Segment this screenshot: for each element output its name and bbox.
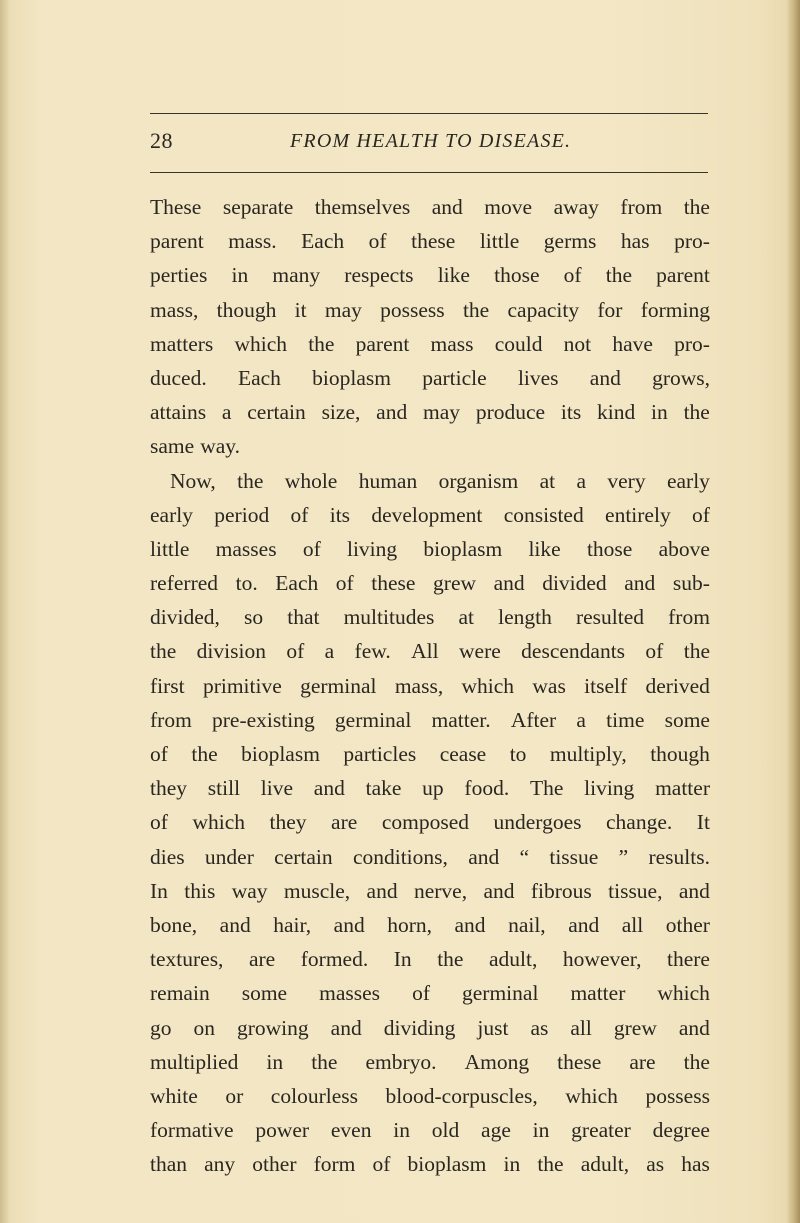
word: length: [498, 605, 552, 630]
word: living: [584, 776, 635, 801]
word: way: [231, 878, 268, 903]
word: not: [563, 331, 592, 356]
word: old: [431, 1118, 460, 1143]
word: from: [668, 605, 710, 630]
word: matter: [570, 981, 626, 1006]
word: and: [468, 844, 500, 869]
header-rule-top: [150, 113, 708, 114]
word: multiplied: [150, 1049, 239, 1074]
word: textures,: [150, 947, 224, 972]
word: divided: [542, 571, 607, 596]
word: some: [241, 981, 288, 1006]
text-line: [150, 1045, 710, 1079]
word: all: [621, 912, 644, 937]
word: entirely: [605, 502, 671, 527]
word: early: [666, 468, 710, 493]
word: are: [248, 947, 276, 972]
word: the: [437, 947, 464, 972]
word: that: [287, 605, 320, 630]
word: kind: [597, 400, 636, 425]
text-line: [150, 600, 710, 634]
word: of: [412, 981, 430, 1006]
word: masses: [319, 981, 381, 1006]
word: in: [266, 1049, 284, 1074]
word: form: [313, 1152, 356, 1177]
word: germinal: [334, 707, 412, 732]
word: blood-corpuscles,: [385, 1083, 538, 1108]
word: conditions,: [352, 844, 448, 869]
word: masses: [215, 536, 277, 561]
word: and: [568, 912, 600, 937]
word: which: [234, 331, 288, 356]
word: for: [597, 297, 623, 322]
word: change.: [606, 810, 673, 835]
text-line: [150, 634, 710, 668]
word: of: [563, 263, 582, 288]
word: of: [302, 536, 321, 561]
word: which: [565, 1083, 618, 1108]
word: matter.: [431, 707, 491, 732]
word: sub-: [672, 571, 710, 596]
word: of: [290, 502, 309, 527]
word: bioplasm: [312, 365, 391, 390]
word: the: [311, 1049, 338, 1074]
word: bioplasm: [241, 742, 320, 766]
word: nerve,: [413, 878, 468, 903]
word: early: [150, 502, 193, 527]
text-line: [150, 1113, 710, 1147]
header-rule-bottom: [150, 172, 708, 173]
word: whole: [284, 468, 338, 493]
word: those: [494, 263, 540, 288]
text-line: [150, 327, 710, 361]
word: little: [150, 536, 190, 561]
text-line: [150, 566, 710, 600]
word: many: [272, 263, 321, 288]
word: Each: [301, 229, 345, 254]
word: to: [509, 742, 527, 766]
word: have: [612, 331, 653, 356]
word: germinal: [462, 981, 539, 1006]
word: of: [150, 810, 168, 835]
word: first: [150, 673, 185, 698]
word: has: [620, 229, 650, 254]
word: parent: [656, 263, 710, 288]
word: and: [454, 912, 486, 937]
word: dividing: [383, 1015, 456, 1040]
word: All: [411, 639, 439, 664]
word: move: [484, 195, 533, 219]
word: results.: [648, 844, 710, 869]
word: mass.: [228, 229, 277, 254]
word: descendants: [521, 639, 626, 664]
word: the: [683, 1049, 710, 1074]
text-line: [150, 1079, 710, 1113]
text-line: [150, 293, 710, 327]
word: bone,: [150, 912, 198, 937]
word: adult,: [580, 1152, 630, 1177]
word: a: [324, 639, 335, 664]
word: than: [150, 1152, 188, 1177]
word: formed.: [300, 947, 369, 972]
text-line: [150, 190, 710, 224]
text-line: [150, 464, 710, 498]
word: few.: [354, 639, 391, 664]
word: Each: [237, 365, 281, 390]
word: on: [193, 1015, 215, 1040]
text-line: [150, 498, 710, 532]
word: In: [150, 878, 168, 903]
word: Among: [464, 1049, 530, 1074]
word: certain: [247, 400, 306, 425]
word: pro-: [674, 229, 710, 254]
word: colourless: [270, 1083, 358, 1108]
word: consisted: [503, 502, 584, 527]
word: or: [225, 1083, 244, 1108]
word: remain: [150, 981, 210, 1006]
word: human: [358, 468, 418, 493]
word: a: [576, 468, 587, 493]
word: however,: [562, 947, 642, 972]
word: germinal: [300, 673, 377, 698]
word: separate: [222, 195, 294, 219]
word: were: [459, 639, 501, 664]
word: in: [532, 1118, 550, 1143]
word: formative: [150, 1118, 234, 1143]
word: and: [366, 878, 398, 903]
word: possess: [645, 1083, 710, 1108]
word: lives: [517, 365, 559, 390]
word: greater: [571, 1118, 631, 1143]
word: to.: [235, 571, 258, 596]
word: this: [184, 878, 216, 903]
word: any: [204, 1152, 236, 1177]
word: just: [477, 1015, 509, 1040]
word: and: [431, 195, 463, 219]
text-line: [150, 258, 710, 292]
word: and: [589, 365, 621, 390]
word: mass: [430, 331, 474, 356]
word: mass,: [394, 673, 444, 698]
word: time: [606, 707, 645, 732]
word: pre-existing: [212, 707, 315, 732]
text-line: [150, 532, 710, 566]
word: grows,: [652, 365, 710, 390]
word: those: [586, 536, 633, 561]
word: of: [286, 639, 305, 664]
text-line: [150, 942, 710, 976]
word: parent: [150, 229, 204, 254]
word: living: [346, 536, 398, 561]
word: they: [269, 810, 307, 835]
text-line: [150, 771, 710, 805]
word: matter: [655, 776, 710, 801]
word: ”: [618, 844, 629, 869]
running-head: [150, 128, 708, 158]
word: the: [683, 639, 710, 664]
word: In: [393, 947, 412, 972]
word: in: [231, 263, 249, 288]
word: Now,: [170, 468, 216, 493]
word: are: [629, 1049, 656, 1074]
word: pro-: [674, 331, 710, 356]
word: It: [696, 810, 710, 835]
word: and: [313, 776, 345, 801]
word: multitudes: [343, 605, 435, 630]
word: there: [667, 947, 710, 972]
word: itself: [584, 673, 628, 698]
word: attains: [150, 400, 207, 425]
word: multiply,: [549, 742, 627, 766]
word: from: [150, 707, 192, 732]
text-line: [150, 840, 710, 874]
word: bioplasm: [423, 536, 503, 561]
word: forming: [640, 297, 710, 322]
word: cease: [439, 742, 487, 766]
text-line: [150, 395, 710, 429]
word: could: [494, 331, 543, 356]
word: power: [255, 1118, 310, 1143]
text-line: [150, 805, 710, 839]
word: the: [683, 400, 710, 425]
word: live: [260, 776, 294, 801]
word: referred: [150, 571, 219, 596]
word: its: [560, 400, 582, 425]
word: of: [368, 229, 387, 254]
word: bioplasm: [407, 1152, 487, 1177]
word: the: [605, 263, 633, 288]
word: division: [196, 639, 266, 664]
word: a: [221, 400, 232, 425]
word: germs: [543, 229, 597, 254]
word: food.: [464, 776, 510, 801]
page-number: 28: [150, 128, 173, 153]
page-right-edge: [786, 0, 800, 1223]
word: same: [150, 434, 195, 459]
body-text: [150, 190, 710, 1181]
word: development: [371, 502, 483, 527]
text-line: [150, 224, 710, 258]
word: perties: [150, 263, 208, 288]
word: though: [216, 297, 277, 322]
word: the: [237, 468, 264, 493]
word: possess: [380, 297, 445, 322]
word: some: [664, 707, 710, 732]
word: and: [330, 1015, 362, 1040]
word: other: [252, 1152, 297, 1177]
text-line: [150, 737, 710, 771]
word: way.: [200, 434, 240, 459]
word: and: [376, 400, 408, 425]
page-left-edge: [0, 0, 10, 1223]
word: which: [657, 981, 710, 1006]
word: at: [458, 605, 474, 630]
word: these: [557, 1049, 602, 1074]
text-line: [150, 429, 710, 463]
word: like: [437, 263, 470, 288]
word: and: [678, 878, 710, 903]
word: its: [329, 502, 351, 527]
word: tissue: [549, 844, 599, 869]
word: Each: [275, 571, 319, 596]
word: grew: [433, 571, 477, 596]
text-line: [150, 669, 710, 703]
word: parent: [355, 331, 410, 356]
word: of: [335, 571, 354, 596]
word: the: [537, 1152, 564, 1177]
word: the: [191, 742, 218, 766]
word: in: [393, 1118, 410, 1143]
word: themselves: [314, 195, 411, 219]
word: the: [308, 331, 335, 356]
word: the: [462, 297, 490, 322]
word: duced.: [150, 365, 207, 390]
word: was: [532, 673, 566, 698]
word: of: [645, 639, 664, 664]
word: particle: [422, 365, 487, 390]
word: dies: [150, 844, 185, 869]
word: period: [214, 502, 270, 527]
word: respects: [344, 263, 414, 288]
word: After: [510, 707, 557, 732]
word: take: [365, 776, 402, 801]
word: these: [411, 229, 456, 254]
word: as: [530, 1015, 549, 1040]
word: The: [529, 776, 564, 801]
word: the: [150, 639, 177, 664]
word: has: [681, 1152, 710, 1177]
word: the: [683, 195, 710, 219]
text-line: [150, 908, 710, 942]
word: growing: [237, 1015, 309, 1040]
word: in: [503, 1152, 521, 1177]
word: and: [483, 878, 515, 903]
word: go: [150, 1015, 172, 1040]
word: still: [207, 776, 241, 801]
word: which: [192, 810, 245, 835]
word: primitive: [202, 673, 282, 698]
word: age: [481, 1118, 511, 1143]
word: size,: [321, 400, 361, 425]
word: a: [576, 707, 586, 732]
word: above: [658, 536, 710, 561]
word: as: [646, 1152, 665, 1177]
word: and: [678, 1015, 710, 1040]
word: undergoes: [493, 810, 582, 835]
word: of: [692, 502, 710, 527]
word: and: [624, 571, 656, 596]
word: little: [479, 229, 520, 254]
word: derived: [645, 673, 710, 698]
word: they: [150, 776, 188, 801]
running-title: FROM HEALTH TO DISEASE.: [290, 130, 572, 152]
word: degree: [652, 1118, 710, 1143]
text-line: [150, 1011, 710, 1045]
word: particles: [343, 742, 417, 766]
text-line: [150, 361, 710, 395]
word: horn,: [387, 912, 433, 937]
word: so: [243, 605, 264, 630]
word: tissue,: [608, 878, 663, 903]
word: resulted: [575, 605, 645, 630]
word: nail,: [508, 912, 546, 937]
word: other: [665, 912, 710, 937]
word: it: [294, 297, 307, 322]
word: very: [607, 468, 646, 493]
text-line: [150, 976, 710, 1010]
word: capacity: [507, 297, 580, 322]
word: “: [519, 844, 530, 869]
word: which: [461, 673, 515, 698]
word: though: [650, 742, 710, 766]
word: up: [422, 776, 444, 801]
word: like: [528, 536, 561, 561]
word: embryo.: [365, 1049, 437, 1074]
word: these: [371, 571, 416, 596]
word: These: [150, 195, 202, 219]
word: matters: [150, 331, 214, 356]
word: certain: [274, 844, 333, 869]
word: divided,: [150, 605, 220, 630]
word: of: [150, 742, 168, 766]
text-line: [150, 1147, 710, 1181]
word: and: [333, 912, 365, 937]
word: from: [620, 195, 663, 219]
word: under: [204, 844, 254, 869]
word: may: [423, 400, 461, 425]
word: muscle,: [283, 878, 351, 903]
word: produce: [475, 400, 546, 425]
word: and: [493, 571, 525, 596]
word: grew: [613, 1015, 657, 1040]
word: fibrous: [530, 878, 592, 903]
word: white: [150, 1083, 198, 1108]
word: of: [372, 1152, 391, 1177]
word: may: [324, 297, 362, 322]
text-line: [150, 703, 710, 737]
word: at: [539, 468, 556, 493]
word: mass,: [150, 297, 199, 322]
word: in: [651, 400, 668, 425]
word: are: [331, 810, 358, 835]
word: and: [219, 912, 251, 937]
word: composed: [381, 810, 469, 835]
word: organism: [438, 468, 519, 493]
word: even: [330, 1118, 372, 1143]
word: hair,: [273, 912, 312, 937]
word: adult,: [489, 947, 538, 972]
word: away: [553, 195, 599, 219]
text-line: [150, 874, 710, 908]
word: all: [570, 1015, 592, 1040]
